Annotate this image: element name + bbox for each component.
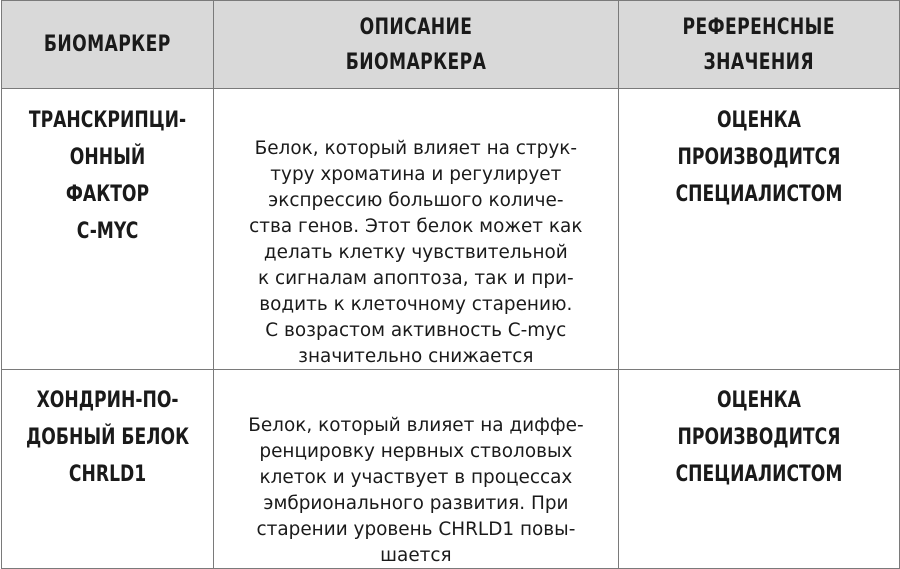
header-biomarker	[2, 1, 214, 89]
table-row	[2, 89, 900, 370]
reference-cell	[619, 370, 900, 569]
reference-value: ОЦЕНКА ПРОИЗВОДИТСЯ СПЕЦИАЛИСТОМ	[675, 108, 843, 207]
reference-value: ОЦЕНКА ПРОИЗВОДИТСЯ СПЕЦИАЛИСТОМ	[675, 388, 843, 487]
header-reference	[619, 1, 900, 89]
description-cell	[214, 370, 619, 569]
reference-cell	[619, 89, 900, 370]
table-header-row	[2, 1, 900, 89]
header-reference-label: РЕФЕРЕНСНЫЕ ЗНАЧЕНИЯ	[682, 14, 836, 75]
header-biomarker-label: БИОМАРКЕР	[44, 32, 171, 57]
biomarker-name: ХОНДРИН-ПО- ДОБНЫЙ БЕЛОК CHRLD1	[25, 388, 190, 487]
description-cell	[214, 89, 619, 370]
biomarker-description: Белок, который влияет на диффе- ренцировку нервных стволовых клеток и участвует в процессах эмбрионального развития. При старении уровень CHRLD1 повы- шается	[248, 414, 584, 566]
biomarker-description: Белок, который влияет на струк- туру хроматина и регулирует экспрессию большого количе- ства генов. Этот белок может как делать клетку чувствительной к сигналам апоптоза, так и при- водить к клеточному старению. С возрастом активность C-myc значительно снижается	[249, 137, 583, 367]
biomarker-cell	[2, 370, 214, 569]
header-description-label: ОПИСАНИЕ БИОМАРКЕРА	[345, 14, 487, 75]
biomarker-table	[1, 0, 900, 569]
table-row	[2, 370, 900, 569]
biomarker-cell	[2, 89, 214, 370]
header-description	[214, 1, 619, 89]
biomarker-name: ТРАНСКРИПЦИ- ОННЫЙ ФАКТОР C-MYC	[28, 108, 187, 244]
